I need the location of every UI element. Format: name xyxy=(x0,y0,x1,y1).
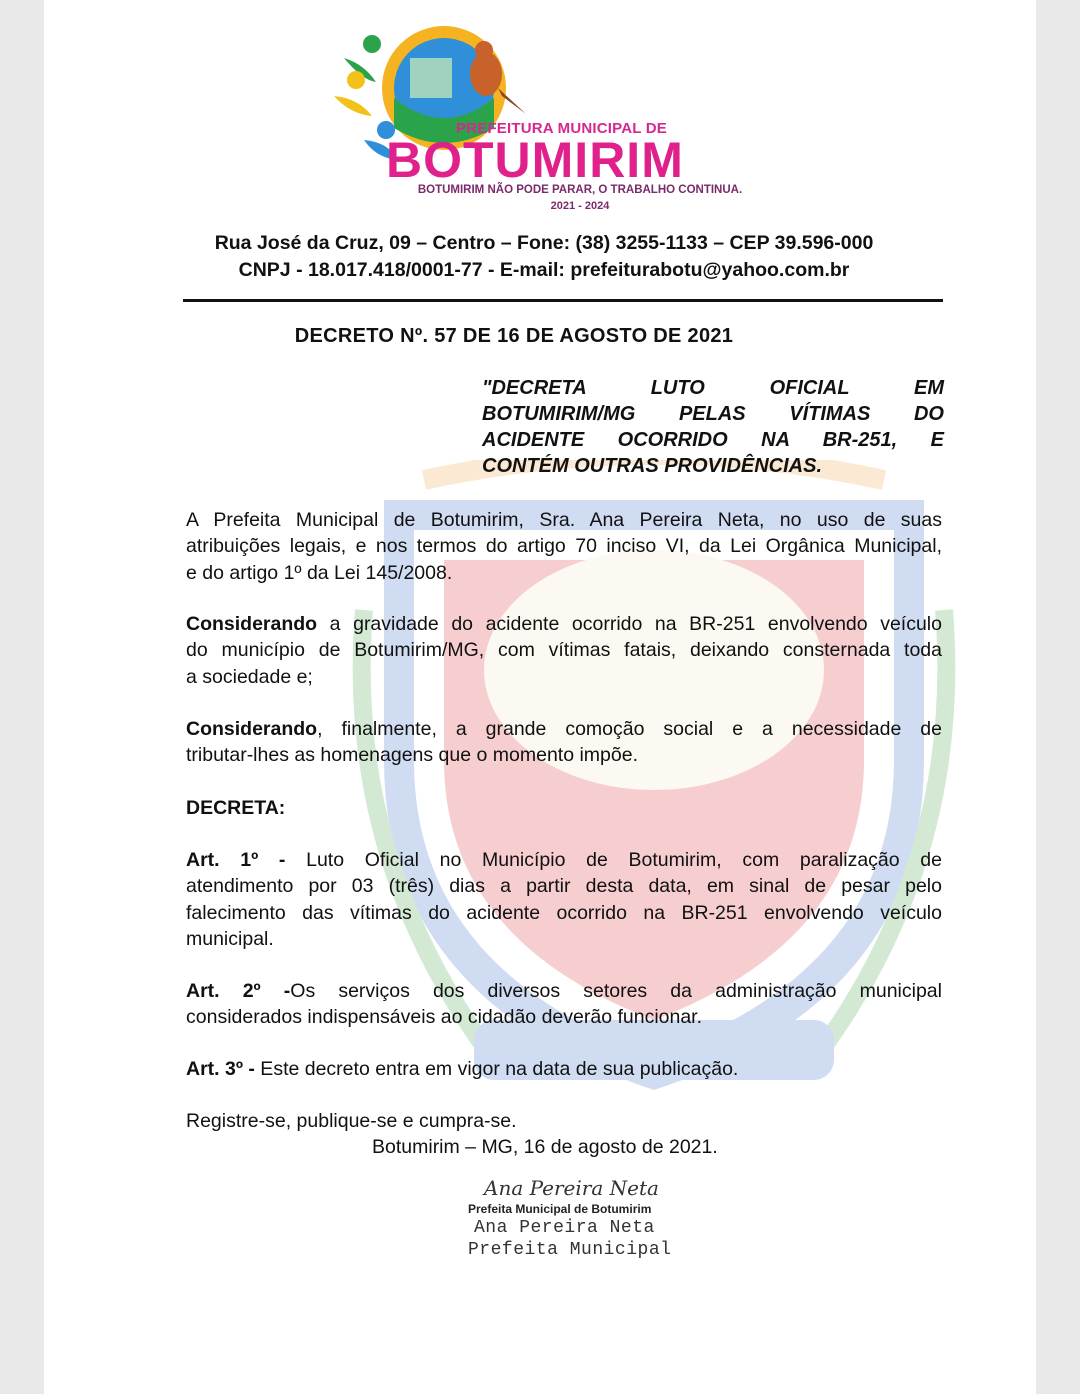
whereas-paragraph-2 xyxy=(186,716,942,769)
paragraph-text: , finalmente, a grande comoção social e a necessidade de xyxy=(317,718,942,740)
paragraph-line xyxy=(186,978,942,1004)
decree-summary xyxy=(482,375,944,479)
paragraph-line: e do artigo 1º da Lei 145/2008. xyxy=(186,561,453,584)
paragraph-line: A Prefeita Municipal de Botumirim, Sra. Ana Pereira Neta, no uso de suas xyxy=(186,509,942,531)
article-2-label: Art. 2º - xyxy=(186,980,291,1002)
logo-city-name: BOTUMIRIM xyxy=(386,132,684,188)
paragraph-line: falecimento das vítimas do acidente ocorrido na BR-251 envolvendo veículo xyxy=(186,901,942,924)
summary-line: BOTUMIRIM/MG PELAS VÍTIMAS DO xyxy=(482,403,944,425)
summary-line: "DECRETA LUTO OFICIAL EM xyxy=(482,377,944,399)
article-1-label: Art. 1º - xyxy=(186,849,286,871)
paragraph-line: municipal. xyxy=(186,927,274,950)
intro-paragraph xyxy=(186,507,942,586)
municipal-logo xyxy=(314,18,774,218)
address-line-1: Rua José da Cruz, 09 – Centro – Fone: (38) 3255-1133 – CEP 39.596-000 xyxy=(214,232,874,254)
closing-text: Registre-se, publique-se e cumpra-se. xyxy=(186,1110,517,1132)
article-2 xyxy=(186,978,942,1031)
signature-stamp-line: Prefeita Municipal de Botumirim xyxy=(468,1202,652,1216)
paragraph-line: atribuições legais, e nos termos do artigo 70 inciso VI, da Lei Orgânica Municipal, xyxy=(186,535,942,558)
header-divider xyxy=(183,299,943,302)
paragraph-line: tributar-lhes as homenagens que o momento impõe. xyxy=(186,744,639,767)
paragraph-text: Luto Oficial no Município de Botumirim, com paralização de xyxy=(285,849,942,871)
article-1 xyxy=(186,847,942,952)
paragraph-line: atendimento por 03 (três) dias a partir desta data, em sinal de pesar pelo xyxy=(186,875,942,898)
article-3 xyxy=(186,1056,942,1082)
paragraph-text: a gravidade do acidente ocorrido na BR-251 envolvendo veículo xyxy=(317,613,942,635)
place-date-text: Botumirim – MG, 16 de agosto de 2021. xyxy=(372,1136,718,1158)
logo-years: 2021 - 2024 xyxy=(550,200,610,212)
decreta-heading xyxy=(186,795,942,821)
paragraph-text: Este decreto entra em vigor na data de sua publicação. xyxy=(254,1058,739,1080)
paragraph-line xyxy=(186,611,942,637)
closing-formula xyxy=(186,1108,942,1134)
paragraph-line: considerados indispensáveis ao cidadão deverão funcionar. xyxy=(186,1006,703,1029)
paragraph-line xyxy=(186,716,942,742)
paragraph-line xyxy=(186,1056,942,1082)
place-and-date xyxy=(372,1134,872,1160)
decree-title: DECRETO Nº. 57 DE 16 DE AGOSTO DE 2021 xyxy=(294,325,734,347)
handwritten-signature: Ana Pereira Neta xyxy=(484,1176,659,1200)
signer-name: Ana Pereira Neta xyxy=(474,1218,655,1238)
document-page xyxy=(44,0,1036,1394)
summary-line: CONTÉM OUTRAS PROVIDÊNCIAS. xyxy=(482,455,823,477)
paragraph-line: do município de Botumirim/MG, com vítimas fatais, deixando consternada toda xyxy=(186,639,942,662)
paragraph-line: a sociedade e; xyxy=(186,665,313,688)
decreta-label: DECRETA: xyxy=(186,797,286,819)
whereas-label: Considerando xyxy=(186,718,318,740)
logo-prefix-text: PREFEITURA MUNICIPAL DE xyxy=(456,120,667,137)
summary-line: ACIDENTE OCORRIDO NA BR-251, E xyxy=(482,429,944,451)
letterhead-address xyxy=(184,230,904,284)
address-line-2: CNPJ - 18.017.418/0001-77 - E-mail: prefeiturabotu@yahoo.com.br xyxy=(238,259,850,281)
article-3-label: Art. 3º - xyxy=(186,1058,255,1080)
paragraph-line xyxy=(186,847,942,873)
paragraph-text: Os serviços dos diversos setores da administração municipal xyxy=(290,980,942,1002)
signer-role: Prefeita Municipal xyxy=(468,1240,672,1260)
logo-slogan: BOTUMIRIM NÃO PODE PARAR, O TRABALHO CONTINUA. xyxy=(417,184,743,196)
whereas-label: Considerando xyxy=(186,613,318,635)
whereas-paragraph-1 xyxy=(186,611,942,690)
